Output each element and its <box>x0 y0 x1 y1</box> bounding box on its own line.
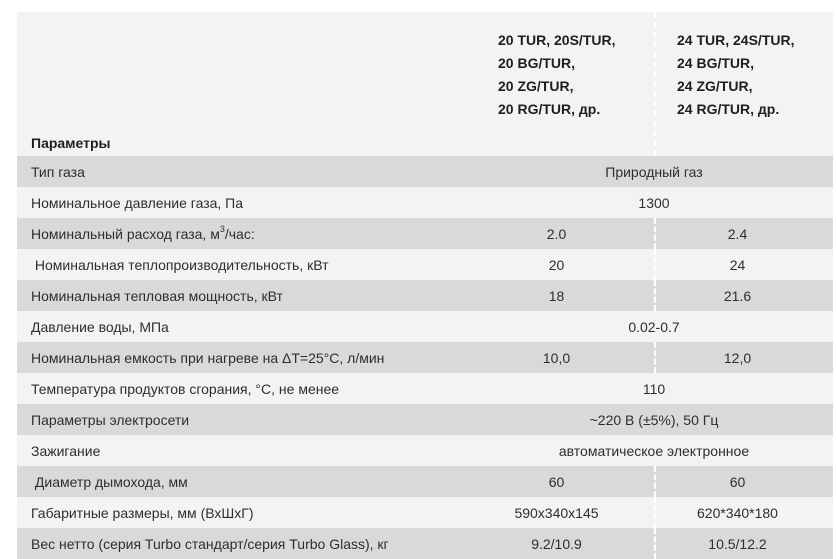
value-model-24: 10.5/12.2 <box>655 528 833 559</box>
spec-table-container <box>17 12 833 559</box>
specifications-table <box>17 12 833 559</box>
param-label: Диаметр дымохода, мм <box>17 466 475 497</box>
table-row-gas-consumption <box>17 218 833 249</box>
param-label-text: /час: <box>224 225 255 242</box>
header-model-20 <box>475 12 655 156</box>
param-label: Вес нетто (серия Turbo стандарт/серия Turbo Glass), кг <box>17 528 475 559</box>
model-24-line: 24 BG/TUR, <box>677 55 755 71</box>
model-20-line: 20 BG/TUR, <box>498 55 576 71</box>
table-row-flue-diameter <box>17 466 833 497</box>
param-label: Параметры электросети <box>17 404 475 435</box>
table-row-ignition <box>17 435 833 466</box>
value-model-20: 590x340x145 <box>475 497 655 528</box>
value-model-24: 12,0 <box>655 342 833 373</box>
header-model-24 <box>655 12 833 156</box>
param-value: 110 <box>475 373 833 404</box>
value-model-20: 10,0 <box>475 342 655 373</box>
param-label: Номинальное давление газа, Па <box>17 187 475 218</box>
value-model-20: 18 <box>475 280 655 311</box>
table-row-power-supply <box>17 404 833 435</box>
table-row-water-pressure <box>17 311 833 342</box>
model-24-line: 24 ZG/TUR, <box>677 78 753 94</box>
param-value: 1300 <box>475 187 833 218</box>
value-model-24: 620*340*180 <box>655 497 833 528</box>
param-value: Природный газ <box>475 156 833 187</box>
table-row-dimensions <box>17 497 833 528</box>
model-20-line: 20 ZG/TUR, <box>498 78 574 94</box>
table-row-gas-type <box>17 156 833 187</box>
param-label <box>17 218 475 249</box>
param-value: ~220 В (±5%), 50 Гц <box>475 404 833 435</box>
model-20-line: 20 RG/TUR, др. <box>498 101 601 117</box>
table-row-flue-temperature <box>17 373 833 404</box>
param-label: Номинальная теплопроизводительность, кВт <box>17 249 475 280</box>
param-label: Тип газа <box>17 156 475 187</box>
table-row-gas-pressure <box>17 187 833 218</box>
value-model-20: 9.2/10.9 <box>475 528 655 559</box>
value-model-24: 24 <box>655 249 833 280</box>
table-row-thermal-power <box>17 280 833 311</box>
model-24-line: 24 RG/TUR, др. <box>677 101 780 117</box>
value-model-24: 21.6 <box>655 280 833 311</box>
param-label: Номинальная тепловая мощность, кВт <box>17 280 475 311</box>
value-model-24: 60 <box>655 466 833 497</box>
table-row-heat-output <box>17 249 833 280</box>
param-label: Номинальная емкость при нагреве на ΔT=25°C, л/мин <box>17 342 475 373</box>
model-20-line: 20 TUR, 20S/TUR, <box>498 32 616 48</box>
table-row-net-weight <box>17 528 833 559</box>
param-label: Давление воды, МПа <box>17 311 475 342</box>
param-label-text: Номинальный расход газа, м <box>31 225 220 242</box>
superscript-3: 3 <box>219 223 225 234</box>
table-header-row <box>17 12 833 156</box>
value-model-20: 60 <box>475 466 655 497</box>
param-label: Габаритные размеры, мм (ВхШхГ) <box>17 497 475 528</box>
header-parameters: Параметры <box>17 12 475 156</box>
param-value: 0.02-0.7 <box>475 311 833 342</box>
param-label: Зажигание <box>17 435 475 466</box>
model-24-line: 24 TUR, 24S/TUR, <box>677 32 795 48</box>
value-model-20: 2.0 <box>475 218 655 249</box>
value-model-24: 2.4 <box>655 218 833 249</box>
param-label: Температура продуктов сгорания, °C, не менее <box>17 373 475 404</box>
table-row-heating-capacity <box>17 342 833 373</box>
value-model-20: 20 <box>475 249 655 280</box>
param-value: автоматическое электронное <box>475 435 833 466</box>
